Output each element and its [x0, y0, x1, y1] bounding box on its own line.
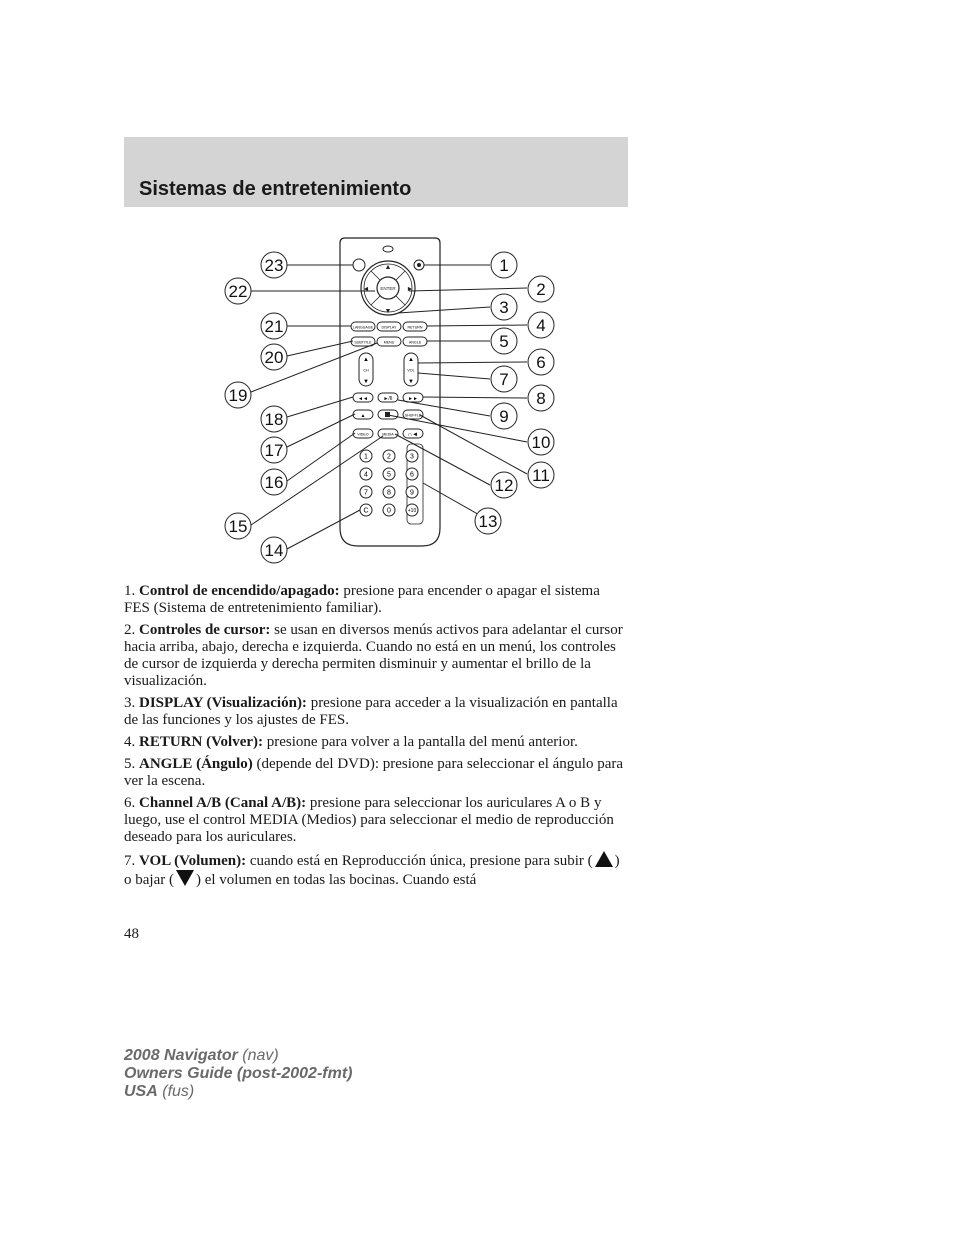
- item-term: Control de encendido/apagado:: [139, 583, 340, 599]
- keypad-key: 6: [410, 471, 414, 479]
- list-item: 1. Control de encendido/apagado: presione para encender o apagar el sistema FES (Sistema de entretenimiento familiar).: [124, 583, 600, 616]
- remote-control-figure: [215, 228, 575, 568]
- keypad-key: 1: [364, 453, 368, 461]
- right-callouts: [475, 252, 554, 534]
- keypad-key: 8: [387, 489, 391, 497]
- callout-7: 7: [499, 370, 509, 389]
- remote-control-diagram: [215, 228, 575, 568]
- item-term: ANGLE (Ángulo): [139, 756, 253, 772]
- callout-12: 12: [494, 476, 514, 495]
- item-term: VOL (Volumen):: [139, 853, 247, 869]
- shuffle-button-label: SHUFFLE: [404, 413, 422, 418]
- svg-text:▼: ▼: [384, 308, 392, 315]
- callout-23: 23: [264, 256, 284, 275]
- svg-text:▼: ▼: [408, 379, 414, 385]
- media-button-label: MEDIA: [382, 432, 394, 437]
- svg-text:▲: ▲: [384, 264, 392, 271]
- keypad-key: 9: [410, 489, 414, 497]
- callout-4: 4: [536, 316, 546, 335]
- callout-21: 21: [264, 317, 284, 336]
- angle-button-label: ANGLE: [408, 340, 422, 345]
- svg-text:►►: ►►: [408, 396, 418, 402]
- callout-17: 17: [264, 441, 284, 460]
- svg-text:▲: ▲: [360, 413, 366, 419]
- callout-14: 14: [264, 541, 284, 560]
- svg-text:▲: ▲: [363, 357, 369, 363]
- down-arrow-icon: [176, 870, 194, 886]
- subtitle-button-label: SUBTITLE: [354, 340, 372, 345]
- callout-15: 15: [228, 517, 248, 536]
- page-number: 48: [124, 926, 139, 942]
- item-term: DISPLAY (Visualización):: [139, 695, 307, 711]
- keypad-key: C: [363, 507, 369, 515]
- keypad-key: 7: [364, 489, 368, 497]
- callout-13: 13: [478, 512, 498, 531]
- callout-6: 6: [536, 353, 546, 372]
- up-arrow-icon: [595, 851, 613, 867]
- left-callouts: [225, 252, 287, 563]
- keypad-key: 3: [410, 453, 414, 461]
- vol-rocker-label: VOL: [407, 368, 415, 373]
- callout-10: 10: [531, 433, 551, 452]
- callout-3: 3: [499, 298, 509, 317]
- list-item: 6. Channel A/B (Canal A/B): presione para seleccionar los auriculares A o B y luego, use el control MEDIA (Medios) para seleccionar el medio de reproducción deseado para los auriculares.: [124, 795, 614, 845]
- keypad-key: 2: [387, 453, 391, 461]
- svg-text:▲: ▲: [408, 357, 414, 363]
- enter-label: ENTER: [380, 286, 396, 291]
- svg-text:◄: ◄: [362, 286, 370, 293]
- light-icon: [353, 259, 365, 271]
- menu-button-label: MENU: [383, 340, 395, 345]
- callout-5: 5: [499, 332, 509, 351]
- callout-22: 22: [228, 282, 248, 301]
- video-button-label: VIDEO: [357, 432, 369, 437]
- callout-9: 9: [499, 407, 509, 426]
- callout-1: 1: [499, 256, 509, 275]
- footer: 2008 Navigator (nav) Owners Guide (post-2002-fmt) USA (fus): [124, 1047, 353, 1100]
- language-button-label: LANGUAGE: [353, 325, 373, 330]
- callout-16: 16: [264, 473, 284, 492]
- callout-18: 18: [264, 410, 284, 429]
- callout-11: 11: [532, 466, 550, 485]
- ch-rocker-label: CH: [363, 368, 369, 373]
- section-title: Sistemas de entretenimiento: [139, 178, 412, 200]
- callout-2: 2: [536, 280, 546, 299]
- svg-text:◄◄: ◄◄: [358, 396, 368, 402]
- list-item: 7. VOL (Volumen): cuando está en Reproducción única, presione para subir ( ) o bajar ( ) el volumen en todas las bocinas. Cuando está: [124, 853, 620, 888]
- keypad-key: +10: [407, 508, 417, 515]
- cursor-pad: [361, 261, 415, 315]
- display-button-label: DISPLAY: [381, 325, 397, 330]
- list-item: 3. DISPLAY (Visualización): presione para acceder a la visualización en pantalla de las funciones y los ajustes de FES.: [124, 695, 618, 728]
- svg-text:▼: ▼: [363, 379, 369, 385]
- svg-text:►/II: ►/II: [383, 396, 393, 402]
- keypad-key: 5: [387, 471, 391, 479]
- callout-19: 19: [228, 386, 248, 405]
- item-term: RETURN (Volver):: [139, 734, 264, 750]
- svg-text:►: ►: [406, 286, 414, 293]
- item-term: Controles de cursor:: [139, 622, 271, 638]
- list-item: 4. RETURN (Volver): presione para volver a la pantalla del menú anterior.: [124, 734, 578, 750]
- callout-8: 8: [536, 389, 546, 408]
- item-term: Channel A/B (Canal A/B):: [139, 795, 307, 811]
- keypad-key: 0: [387, 507, 391, 515]
- callout-20: 20: [264, 348, 284, 367]
- body-text: [124, 583, 624, 894]
- return-button-label: RETURN: [407, 325, 423, 330]
- list-item: 2. Controles de cursor: se usan en diversos menús activos para adelantar el cursor hacia arriba, abajo, derecha e izquierda. Cuando no está en un menú, los controles de cursor de izquierda y derecha permiten disminuir y aumentar el brillo de la visualización.: [124, 622, 623, 689]
- section-header-band: [124, 137, 628, 207]
- keypad-key: 4: [364, 471, 368, 479]
- list-item: 5. ANGLE (Ángulo) (depende del DVD): presione para seleccionar el ángulo para ver la escena.: [124, 756, 624, 789]
- svg-text:∩◄: ∩◄: [407, 432, 419, 438]
